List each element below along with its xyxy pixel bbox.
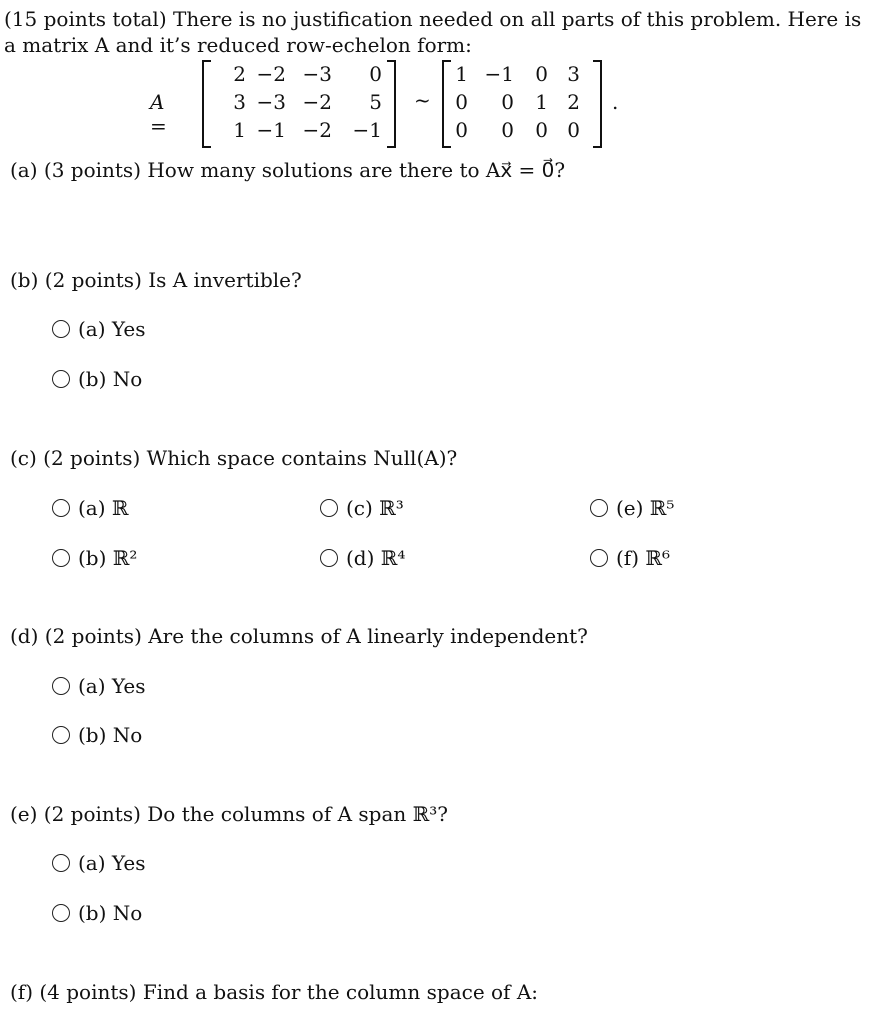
- matrix-cell: 1: [233, 118, 246, 142]
- part-c-option-r[interactable]: (a) ℝ: [52, 496, 129, 520]
- matrix-cell: −1: [484, 62, 514, 86]
- radio-icon[interactable]: [52, 726, 70, 744]
- matrix-cell: −3: [302, 62, 332, 86]
- radio-icon[interactable]: [52, 370, 70, 388]
- radio-icon[interactable]: [320, 499, 338, 517]
- matrix-cell: 0: [455, 90, 468, 114]
- matrix-cell: −1: [256, 118, 286, 142]
- radio-icon[interactable]: [320, 549, 338, 567]
- radio-icon[interactable]: [52, 904, 70, 922]
- matrix-cell: 0: [567, 118, 580, 142]
- matrix-cell: 0: [535, 62, 548, 86]
- matrix-cell: 3: [233, 90, 246, 114]
- matrix-cell: 0: [501, 90, 514, 114]
- matrix-a: [202, 58, 396, 148]
- radio-icon[interactable]: [52, 320, 70, 338]
- radio-icon[interactable]: [590, 499, 608, 517]
- matrix-cell: 3: [567, 62, 580, 86]
- matrix-cell: −3: [256, 90, 286, 114]
- part-c-option-r2[interactable]: (b) ℝ²: [52, 546, 137, 570]
- matrix-cell: 5: [369, 90, 382, 114]
- matrix-cell: 0: [455, 118, 468, 142]
- matrix-cell: 1: [535, 90, 548, 114]
- part-e-option-no[interactable]: (b) No: [52, 901, 142, 925]
- matrix-cell: 2: [233, 62, 246, 86]
- row-equivalent-symbol: ~: [414, 88, 431, 112]
- matrix-cell: −2: [256, 62, 286, 86]
- part-c-option-r3[interactable]: (c) ℝ³: [320, 496, 404, 520]
- radio-icon[interactable]: [52, 677, 70, 695]
- matrix-cell: 2: [567, 90, 580, 114]
- matrix-cell: 1: [455, 62, 468, 86]
- part-c-prompt: (c) (2 points) Which space contains Null(A)?: [10, 446, 458, 470]
- matrix-period: .: [612, 90, 619, 114]
- radio-icon[interactable]: [590, 549, 608, 567]
- matrix-cell: −2: [302, 90, 332, 114]
- part-e-prompt: (e) (2 points) Do the columns of A span ℝ³?: [10, 802, 448, 826]
- part-d-option-yes[interactable]: (a) Yes: [52, 674, 145, 698]
- part-c-option-r5[interactable]: (e) ℝ⁵: [590, 496, 674, 520]
- part-c-option-r6[interactable]: (f) ℝ⁶: [590, 546, 670, 570]
- problem-intro: (15 points total) There is no justification needed on all parts of this problem. Here is a matrix A and it’s reduced row-echelon form:: [4, 7, 862, 57]
- part-b-prompt: (b) (2 points) Is A invertible?: [10, 268, 302, 292]
- matrix-cell: −2: [302, 118, 332, 142]
- part-c-option-r4[interactable]: (d) ℝ⁴: [320, 546, 405, 570]
- matrix-label: A =: [150, 90, 167, 138]
- part-f-prompt: (f) (4 points) Find a basis for the column space of A:: [10, 980, 538, 1004]
- matrix-cell: 0: [501, 118, 514, 142]
- part-a-prompt: (a) (3 points) How many solutions are there to Ax⃗ = 0⃗?: [10, 158, 566, 182]
- radio-icon[interactable]: [52, 499, 70, 517]
- radio-icon[interactable]: [52, 854, 70, 872]
- part-e-option-yes[interactable]: (a) Yes: [52, 851, 145, 875]
- matrix-rref: [442, 58, 602, 148]
- radio-icon[interactable]: [52, 549, 70, 567]
- matrix-cell: 0: [369, 62, 382, 86]
- part-b-option-yes[interactable]: (a) Yes: [52, 317, 145, 341]
- part-d-option-no[interactable]: (b) No: [52, 723, 142, 747]
- matrix-cell: −1: [352, 118, 382, 142]
- part-b-option-no[interactable]: (b) No: [52, 367, 142, 391]
- matrix-cell: 0: [535, 118, 548, 142]
- part-d-prompt: (d) (2 points) Are the columns of A linearly independent?: [10, 624, 588, 648]
